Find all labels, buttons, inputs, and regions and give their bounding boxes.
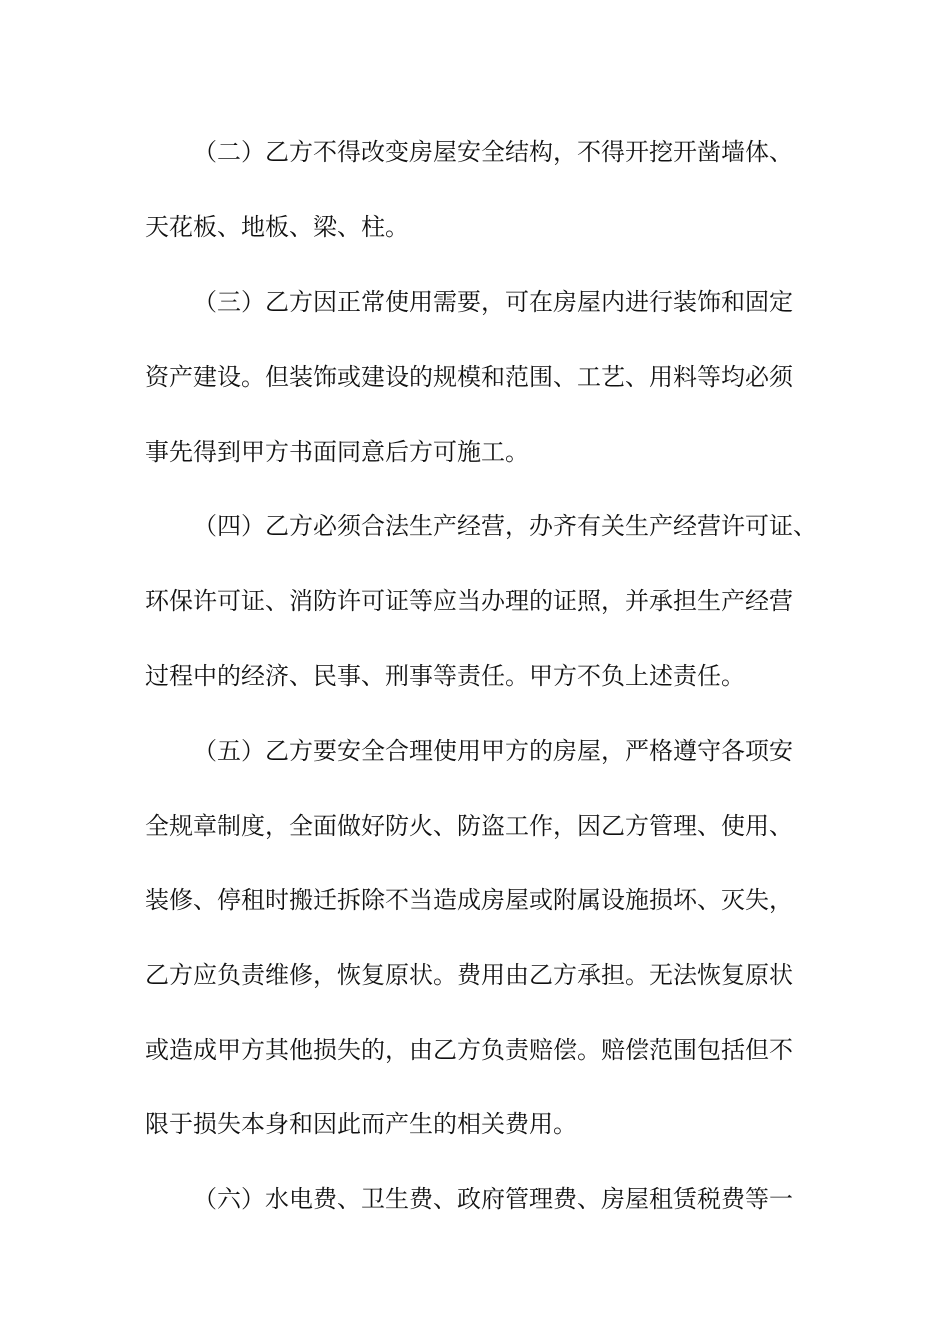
clause-5-line-3: 装修、停租时搬迁拆除不当造成房屋或附属设施损坏、灭失， — [145, 886, 793, 914]
clause-3-line-3: 事先得到甲方书面同意后方可施工。 — [145, 438, 529, 466]
clause-5-line-6: 限于损失本身和因此而产生的相关费用。 — [145, 1110, 577, 1138]
clause-3-line-2: 资产建设。但装饰或建设的规模和范围、工艺、用料等均必须 — [145, 363, 793, 391]
clause-2-line-1: （二）乙方不得改变房屋安全结构，不得开挖开凿墙体、 — [193, 138, 793, 166]
clause-4-line-1: （四）乙方必须合法生产经营，办齐有关生产经营许可证、 — [193, 512, 817, 540]
clause-2-line-2: 天花板、地板、梁、柱。 — [145, 213, 409, 241]
clause-5-line-2: 全规章制度，全面做好防火、防盗工作，因乙方管理、使用、 — [145, 812, 793, 840]
clause-6-line-1: （六）水电费、卫生费、政府管理费、房屋租赁税费等一 — [193, 1185, 793, 1213]
clause-5-line-1: （五）乙方要安全合理使用甲方的房屋，严格遵守各项安 — [193, 737, 793, 765]
clause-5-line-5: 或造成甲方其他损失的，由乙方负责赔偿。赔偿范围包括但不 — [145, 1036, 793, 1064]
clause-3-line-1: （三）乙方因正常使用需要，可在房屋内进行装饰和固定 — [193, 288, 793, 316]
clause-5-line-4: 乙方应负责维修，恢复原状。费用由乙方承担。无法恢复原状 — [145, 961, 793, 989]
clause-4-line-2: 环保许可证、消防许可证等应当办理的证照，并承担生产经营 — [145, 587, 793, 615]
clause-4-line-3: 过程中的经济、民事、刑事等责任。甲方不负上述责任。 — [145, 662, 745, 690]
